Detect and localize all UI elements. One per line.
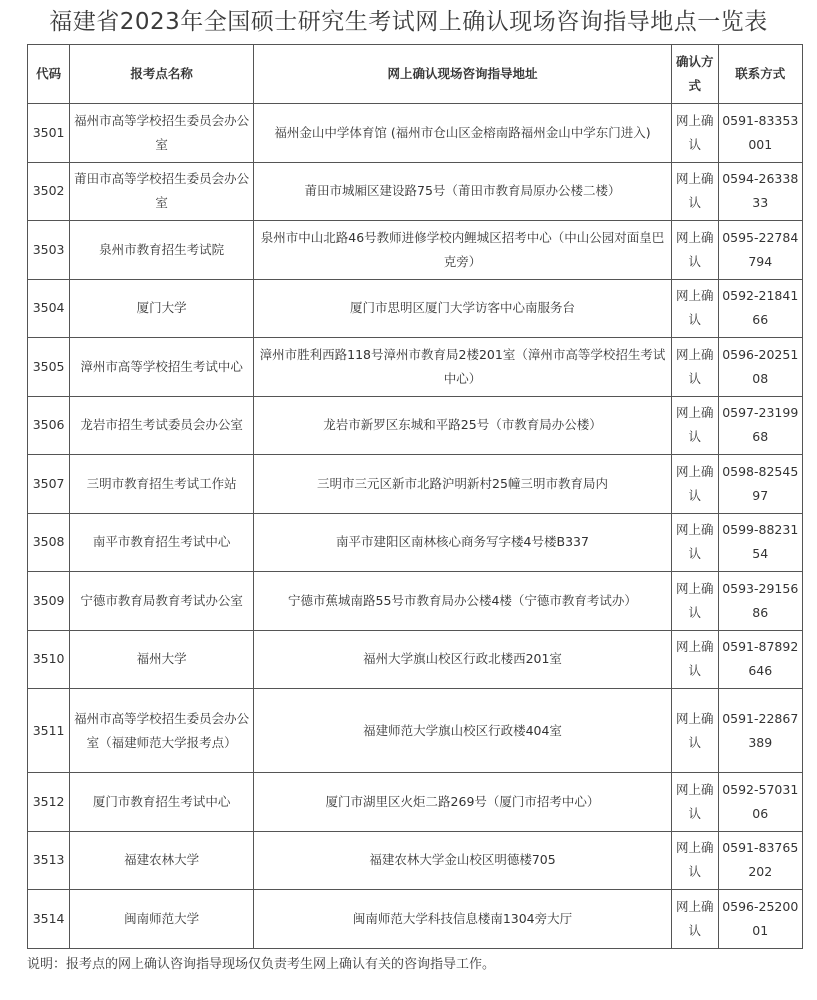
cell-method: 网上确认 (672, 773, 718, 832)
table-row (28, 630, 803, 689)
cell-contact: 0591-83765202 (718, 831, 803, 890)
table-row (28, 221, 803, 280)
header-address: 网上确认现场咨询指导地址 (253, 45, 671, 104)
cell-code: 3513 (28, 831, 70, 890)
cell-contact: 0592-5703106 (718, 773, 803, 832)
cell-name: 三明市教育招生考试工作站 (70, 455, 254, 514)
cell-name: 泉州市教育招生考试院 (70, 221, 254, 280)
header-code: 代码 (28, 45, 70, 104)
cell-address: 漳州市胜利西路118号漳州市教育局2楼201室（漳州市高等学校招生考试中心） (253, 338, 671, 397)
cell-code: 3504 (28, 279, 70, 338)
cell-code: 3501 (28, 104, 70, 163)
cell-address: 龙岩市新罗区东城和平路25号（市教育局办公楼） (253, 396, 671, 455)
header-contact: 联系方式 (718, 45, 803, 104)
cell-contact: 0591-22867389 (718, 689, 803, 773)
cell-code: 3508 (28, 513, 70, 572)
cell-name: 南平市教育招生考试中心 (70, 513, 254, 572)
cell-contact: 0591-87892646 (718, 630, 803, 689)
cell-method: 网上确认 (672, 162, 718, 221)
cell-name: 福州大学 (70, 630, 254, 689)
page-title: 福建省2023年全国硕士研究生考试网上确认现场咨询指导地点一览表 (49, 9, 768, 35)
table-row (28, 279, 803, 338)
cell-method: 网上确认 (672, 689, 718, 773)
cell-code: 3509 (28, 572, 70, 631)
cell-code: 3502 (28, 162, 70, 221)
table-row (28, 162, 803, 221)
table-row (28, 890, 803, 949)
cell-address: 泉州市中山北路46号教师进修学校内鲤城区招考中心（中山公园对面皇巴克旁） (253, 221, 671, 280)
cell-contact: 0599-8823154 (718, 513, 803, 572)
footnote: 说明：报考点的网上确认咨询指导现场仅负责考生网上确认有关的咨询指导工作。 (27, 957, 496, 972)
cell-code: 3511 (28, 689, 70, 773)
cell-address: 三明市三元区新市北路沪明新村25幢三明市教育局内 (253, 455, 671, 514)
table-row (28, 455, 803, 514)
cell-contact: 0591-83353001 (718, 104, 803, 163)
cell-method: 网上确认 (672, 572, 718, 631)
cell-address: 福州金山中学体育馆 (福州市仓山区金榕南路福州金山中学东门进入) (253, 104, 671, 163)
cell-code: 3514 (28, 890, 70, 949)
cell-code: 3506 (28, 396, 70, 455)
cell-name: 福建农林大学 (70, 831, 254, 890)
cell-contact: 0593-2915686 (718, 572, 803, 631)
table-row (28, 396, 803, 455)
cell-address: 闽南师范大学科技信息楼南1304旁大厅 (253, 890, 671, 949)
table-row (28, 513, 803, 572)
cell-name: 厦门大学 (70, 279, 254, 338)
cell-method: 网上确认 (672, 513, 718, 572)
cell-address: 厦门市思明区厦门大学访客中心南服务台 (253, 279, 671, 338)
cell-code: 3510 (28, 630, 70, 689)
cell-address: 南平市建阳区南林核心商务写字楼4号楼B337 (253, 513, 671, 572)
cell-method: 网上确认 (672, 831, 718, 890)
cell-contact: 0596-2025108 (718, 338, 803, 397)
cell-method: 网上确认 (672, 630, 718, 689)
cell-code: 3512 (28, 773, 70, 832)
header-name: 报考点名称 (70, 45, 254, 104)
cell-method: 网上确认 (672, 396, 718, 455)
cell-address: 福州大学旗山校区行政北楼西201室 (253, 630, 671, 689)
cell-method: 网上确认 (672, 890, 718, 949)
cell-name: 龙岩市招生考试委员会办公室 (70, 396, 254, 455)
cell-method: 网上确认 (672, 279, 718, 338)
locations-table (27, 44, 803, 949)
cell-name: 莆田市高等学校招生委员会办公室 (70, 162, 254, 221)
table-header-row (28, 45, 803, 104)
cell-contact: 0592-2184166 (718, 279, 803, 338)
table-row (28, 773, 803, 832)
cell-contact: 0596-2520001 (718, 890, 803, 949)
cell-code: 3507 (28, 455, 70, 514)
cell-name: 宁德市教育局教育考试办公室 (70, 572, 254, 631)
cell-method: 网上确认 (672, 455, 718, 514)
cell-address: 福建师范大学旗山校区行政楼404室 (253, 689, 671, 773)
table-row (28, 338, 803, 397)
table-row (28, 572, 803, 631)
cell-address: 福建农林大学金山校区明德楼705 (253, 831, 671, 890)
cell-code: 3503 (28, 221, 70, 280)
table-row (28, 689, 803, 773)
table-row (28, 831, 803, 890)
header-method: 确认方式 (672, 45, 718, 104)
cell-method: 网上确认 (672, 338, 718, 397)
cell-address: 莆田市城厢区建设路75号（莆田市教育局原办公楼二楼） (253, 162, 671, 221)
cell-name: 闽南师范大学 (70, 890, 254, 949)
table-row (28, 104, 803, 163)
cell-contact: 0597-2319968 (718, 396, 803, 455)
cell-contact: 0598-8254597 (718, 455, 803, 514)
cell-contact: 0595-22784794 (718, 221, 803, 280)
cell-address: 宁德市蕉城南路55号市教育局办公楼4楼（宁德市教育考试办） (253, 572, 671, 631)
cell-name: 福州市高等学校招生委员会办公室 (70, 104, 254, 163)
cell-name: 厦门市教育招生考试中心 (70, 773, 254, 832)
cell-code: 3505 (28, 338, 70, 397)
cell-method: 网上确认 (672, 104, 718, 163)
cell-contact: 0594-2633833 (718, 162, 803, 221)
cell-method: 网上确认 (672, 221, 718, 280)
cell-name: 福州市高等学校招生委员会办公室（福建师范大学报考点） (70, 689, 254, 773)
cell-address: 厦门市湖里区火炬二路269号（厦门市招考中心） (253, 773, 671, 832)
cell-name: 漳州市高等学校招生考试中心 (70, 338, 254, 397)
